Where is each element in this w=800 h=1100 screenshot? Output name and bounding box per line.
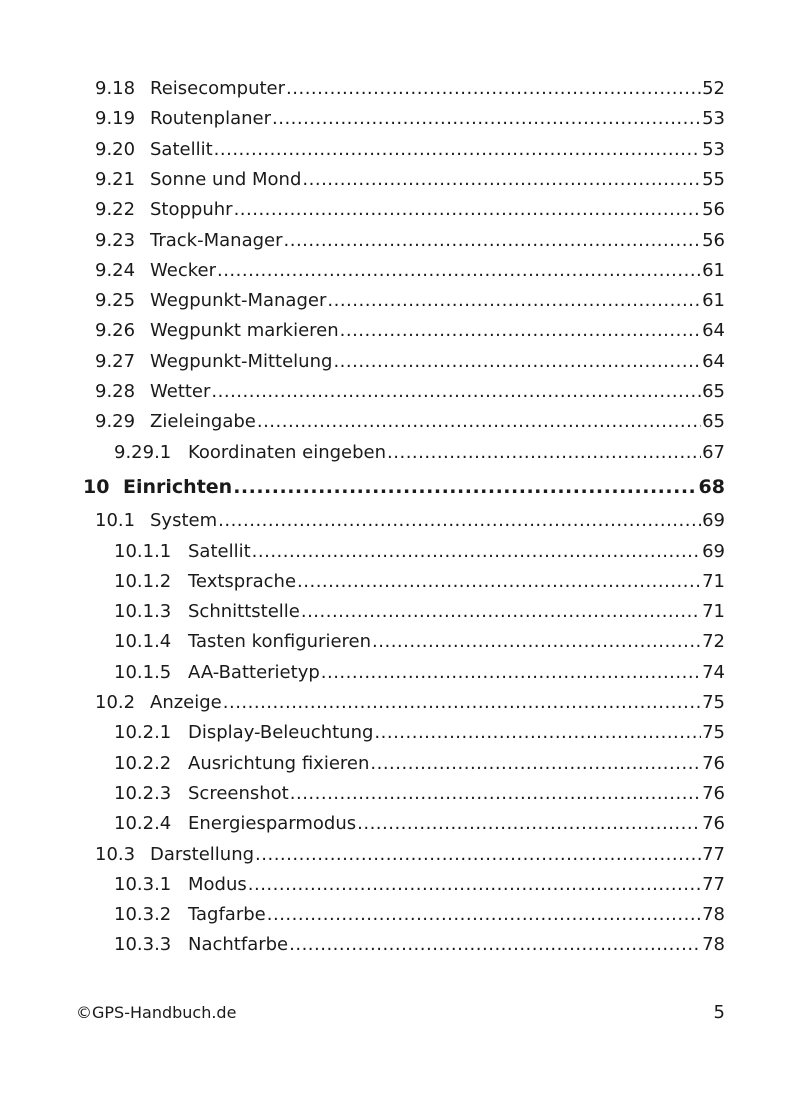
toc-section-entry (95, 286, 725, 316)
toc-entry-page: 67 (702, 441, 725, 463)
toc-section-entry (95, 347, 725, 377)
toc-entry-number: 10.3.1 (114, 873, 172, 895)
toc-entry-title: Darstellung (150, 843, 255, 865)
toc-entry-page: 64 (702, 320, 725, 342)
toc-entry-title: Ausrichtung fixieren (188, 752, 370, 774)
toc-entry-title: Koordinaten eingeben (188, 441, 387, 463)
toc-entry-number: 9.26 (95, 320, 136, 342)
toc-entry-number: 10.1.3 (114, 601, 172, 623)
dot-leader (218, 506, 701, 536)
toc-entry-number: 10.1.1 (114, 540, 172, 562)
dot-leader (217, 256, 701, 286)
toc-entry-number: 10.2.3 (114, 782, 172, 804)
toc-entry-number: 10.3.2 (114, 904, 172, 926)
page-footer (76, 1002, 725, 1028)
toc-entry-page: 69 (702, 540, 725, 562)
toc-entry-title: Reisecomputer (150, 78, 286, 99)
toc-entry-title: Textsprache (188, 570, 297, 592)
toc-section-entry (95, 165, 725, 195)
toc-entry-number: 9.22 (95, 199, 136, 221)
toc-entry-page: 77 (702, 843, 725, 865)
toc-entry-number: 10.1.5 (114, 661, 172, 683)
toc-section-entry (95, 316, 725, 346)
toc-subsection-entry (114, 900, 725, 930)
toc-entry-page: 64 (702, 350, 725, 372)
toc-entry-page: 75 (702, 692, 725, 713)
dot-leader (223, 688, 701, 718)
toc-entry-number: 9.28 (95, 381, 136, 402)
toc-entry-number: 10.2.1 (114, 722, 172, 744)
toc-section-entry (95, 226, 725, 256)
dot-leader (374, 718, 701, 748)
toc-entry-page: 61 (702, 259, 725, 281)
dot-leader (252, 537, 701, 567)
dot-leader (327, 286, 701, 316)
toc-entry-title: Wegpunkt-Manager (150, 290, 327, 312)
toc-entry-title: Wegpunkt markieren (150, 320, 339, 342)
toc-entry-page: 65 (702, 411, 725, 433)
toc-entry-title: Wetter (150, 381, 211, 402)
toc-entry-page: 78 (702, 904, 725, 926)
toc-entry-title: Einrichten (123, 475, 233, 498)
toc-entry-title: Nachtfarbe (188, 934, 289, 956)
dot-leader (321, 658, 701, 688)
toc-entry-number: 10.3.3 (114, 934, 172, 956)
toc-entry-number: 9.23 (95, 229, 136, 251)
dot-leader (297, 567, 701, 597)
toc-entry-title: System (150, 510, 218, 532)
toc-entry-page: 76 (702, 752, 725, 774)
toc-subsection-entry (114, 870, 725, 900)
dot-leader (233, 472, 697, 502)
toc-entry-page: 68 (698, 475, 725, 498)
toc-entry-title: Wecker (150, 259, 216, 281)
dot-leader (289, 930, 701, 960)
toc-entry-title: Anzeige (150, 692, 222, 713)
toc-section-entry (95, 377, 725, 407)
toc-section-entry (95, 688, 725, 718)
toc-entry-number: 9.25 (95, 290, 136, 312)
toc-entry-page: 55 (702, 168, 725, 190)
toc-subsection-entry (114, 627, 725, 657)
toc-entry-number: 10.2 (95, 692, 136, 713)
toc-entry-title: Schnittstelle (188, 601, 300, 623)
toc-section-entry (95, 840, 725, 870)
toc-entry-page: 78 (702, 934, 725, 956)
dot-leader (214, 135, 701, 165)
toc-entry-page: 72 (702, 631, 725, 653)
dot-leader (357, 809, 701, 839)
toc-entry-title: Modus (188, 873, 247, 895)
toc-entry-page: 65 (702, 381, 725, 402)
toc-subsection-entry (114, 779, 725, 809)
toc-entry-number: 10.1 (95, 510, 136, 532)
toc-entry-title: Screenshot (188, 782, 289, 804)
toc-entry-title: Routenplaner (150, 108, 271, 130)
toc-entry-title: AA-Batterietyp (188, 661, 320, 683)
toc-entry-title: Display-Beleuchtung (188, 722, 374, 744)
toc-entry-number: 10.2.2 (114, 752, 172, 774)
toc-entry-number: 9.19 (95, 108, 136, 130)
toc-entry-title: Track-Manager (150, 229, 283, 251)
toc-subsection-entry (114, 718, 725, 748)
toc-entry-page: 52 (702, 78, 725, 99)
toc-entry-number: 9.29 (95, 411, 136, 433)
toc-entry-page: 69 (702, 510, 725, 532)
toc-entry-page: 76 (702, 813, 725, 835)
toc-section-entry (95, 135, 725, 165)
toc-entry-page: 53 (702, 108, 725, 130)
toc-entry-title: Tagfarbe (188, 904, 266, 926)
dot-leader (211, 377, 701, 407)
toc-entry-page: 71 (702, 570, 725, 592)
toc-entry-number: 9.18 (95, 78, 136, 99)
dot-leader (267, 900, 701, 930)
dot-leader (248, 870, 701, 900)
dot-leader (255, 840, 701, 870)
toc-entry-title: Tasten konfigurieren (188, 631, 372, 653)
toc-subsection-entry (114, 930, 725, 960)
dot-leader (284, 226, 702, 256)
toc-entry-number: 10.2.4 (114, 813, 172, 835)
toc-entry-title: Stoppuhr (150, 199, 233, 221)
toc-section-entry (95, 74, 725, 104)
toc-entry-number: 10 (83, 475, 110, 498)
dot-leader (301, 597, 701, 627)
toc-subsection-entry (114, 658, 725, 688)
toc-entry-number: 9.21 (95, 168, 136, 190)
toc-entry-number: 10.1.2 (114, 570, 172, 592)
toc-entry-title: Satellit (188, 540, 251, 562)
dot-leader (290, 779, 701, 809)
toc-entry-page: 56 (702, 199, 725, 221)
toc-section-entry (95, 506, 725, 536)
toc-entry-page: 56 (702, 229, 725, 251)
toc-subsection-entry (114, 567, 725, 597)
toc-entry-title: Wegpunkt-Mittelung (150, 350, 333, 372)
toc-chapter-entry (83, 472, 725, 502)
toc-section-entry (95, 407, 725, 437)
dot-leader (340, 316, 701, 346)
toc-entry-page: 71 (702, 601, 725, 623)
dot-leader (257, 407, 701, 437)
dot-leader (370, 749, 701, 779)
toc-subsection-entry (114, 537, 725, 567)
toc-entry-page: 75 (702, 722, 725, 744)
toc-entry-page: 74 (702, 661, 725, 683)
toc-entry-number: 9.20 (95, 138, 136, 160)
dot-leader (302, 165, 701, 195)
toc-entry-number: 9.27 (95, 350, 136, 372)
toc-section-entry (95, 104, 725, 134)
toc-section-entry (95, 256, 725, 286)
toc-entry-page: 76 (702, 782, 725, 804)
toc-entry-title: Satellit (150, 138, 213, 160)
dot-leader (333, 347, 701, 377)
toc-section-entry (95, 195, 725, 225)
toc-subsection-entry (114, 597, 725, 627)
toc-entry-title: Energiesparmodus (188, 813, 357, 835)
toc-subsection-entry (114, 749, 725, 779)
toc-entry-page: 61 (702, 290, 725, 312)
toc-subsection-entry (114, 438, 725, 468)
toc-entry-title: Sonne und Mond (150, 168, 302, 190)
dot-leader (372, 627, 701, 657)
toc-entry-number: 10.3 (95, 843, 136, 865)
toc-subsection-entry (114, 809, 725, 839)
dot-leader (286, 74, 701, 104)
dot-leader (234, 195, 702, 225)
toc-entry-number: 10.1.4 (114, 631, 172, 653)
dot-leader (272, 104, 701, 134)
dot-leader (387, 438, 701, 468)
copyright-notice: ©GPS-Handbuch.de (76, 1003, 237, 1022)
toc-entry-page: 53 (702, 138, 725, 160)
toc-entry-number: 9.24 (95, 259, 136, 281)
toc-entry-page: 77 (702, 873, 725, 895)
toc-entry-number: 9.29.1 (114, 441, 172, 463)
toc-entry-title: Zieleingabe (150, 411, 256, 433)
page-number: 5 (713, 1002, 725, 1023)
